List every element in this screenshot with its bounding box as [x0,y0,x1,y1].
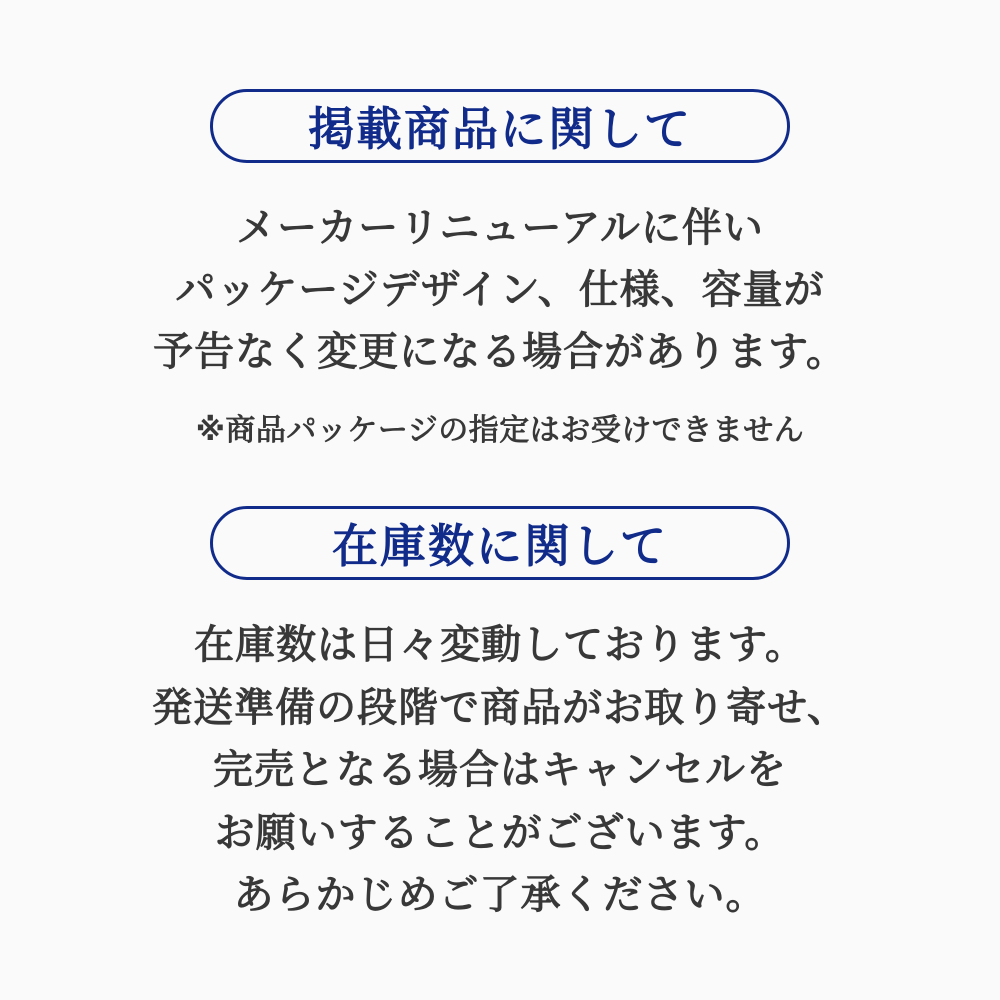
notice-line: メーカーリニューアルに伴い [236,206,764,250]
package-designation-note: ※商品パッケージの指定はお受けできません [195,414,805,447]
notice-line: あらかじめご了承ください。 [233,873,767,917]
stock-quantity-notice-text [152,614,848,927]
section-header-stock-quantity-label: 在庫数に関して [332,520,668,572]
section-header-listed-products-label: 掲載商品に関して [308,103,692,155]
section-header-listed-products [210,89,790,163]
notice-line: パッケージデザイン、仕様、容量が [175,268,825,312]
section-header-stock-quantity [210,506,790,580]
notice-line: 発送準備の段階で商品がお取り寄せ、 [152,685,848,730]
notice-line: お願いすることがございます。 [214,810,786,855]
notice-line: 予告なく変更になる場合があります。 [153,330,847,374]
notice-line: 在庫数は日々変動しております。 [194,623,806,667]
notice-line: 完売となる場合はキャンセルを [213,748,787,792]
listed-products-notice-text [153,197,847,383]
